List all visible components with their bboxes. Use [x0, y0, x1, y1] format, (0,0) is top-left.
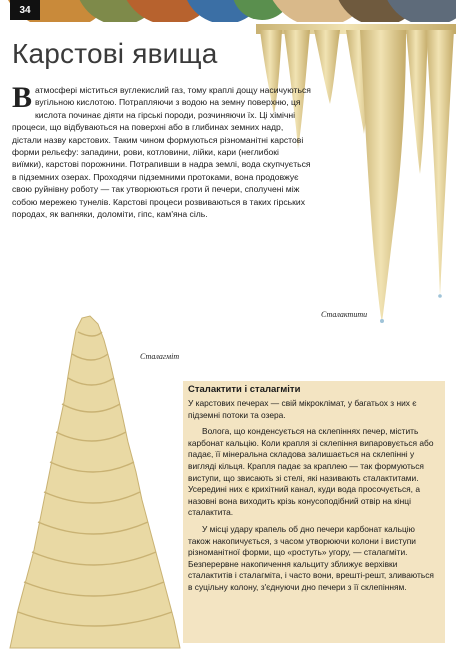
top-photo-strip [0, 0, 456, 22]
intro-text: атмосфері міститься вуглекислий газ, тому краплі дощу насичуються вугільною кислотою. Потрапляючи з водою на земну поверхню, ця кислота починає діяти на гірські породи, розчиняючи їх. Ці хімічні процеси, що відбуваються на поверхні або в глибинах земних надр, дістали назву карстових. Таким чином формуються різноманітні карстові форми рельєфу: западини, рови, котловини, лійки, кари (неглибокі виїмки), карстові порожнини. Потрапивши в надра землі, вода скупчується в підземних озерах. Проходячи підземними протоками, вона продовжує свою руйнівну роботу — так утворюються гроти й печери, сполучені між собою мережею тунелів. Карстові процеси розвиваються в таких гірських породах, як вапняки, доломіти, гіпс, кам'яна сіль. [12, 85, 311, 220]
info-box-text [188, 398, 438, 599]
info-box-paragraph-2: Волога, що конденсується на склепіннях печер, містить карбонат кальцію. Коли крапля зі склепіння випаровується або падає, її мінеральна складова залишається на склепінні у вигляді кільця. Крапля падає за краплею — так формуються виступи, що звисають зі стелі, які називають сталактитами. Усередині них є крихітний канал, куди вода просочується, а назовні вона виходить крізь конусоподібний отвір на кінці сталактита. [188, 426, 434, 518]
info-box-paragraph-3: У місці удару крапель об дно печери карбонат кальцію також накопичується, з часом утворюючи колони і виступи різноманітної форми, що «ростуть» угору, — сталагміти. Безперервне накопичення кальциту зближує верхівки сталактитів і сталагміта, і часто вони, врешті-решт, зливаються в суцільну колону, з'єднуючи дно печери з її склепінням. [188, 523, 434, 592]
stalactites-caption: Сталактити [321, 310, 368, 319]
stalagmite-caption: Сталагміт [140, 352, 180, 361]
top-decor-graphic [0, 0, 456, 22]
page-number: 34 [10, 0, 40, 20]
stalagmite-illustration [0, 310, 190, 650]
page-title: Карстові явища [12, 38, 218, 69]
drop-cap: В [12, 81, 33, 114]
info-box-title: Сталактити і сталагміти [188, 384, 301, 395]
info-box-paragraph-1: У карстових печерах — свій мікроклімат, у багатьох з них є підземні потоки та озера. [188, 398, 417, 420]
intro-paragraph [12, 81, 312, 220]
